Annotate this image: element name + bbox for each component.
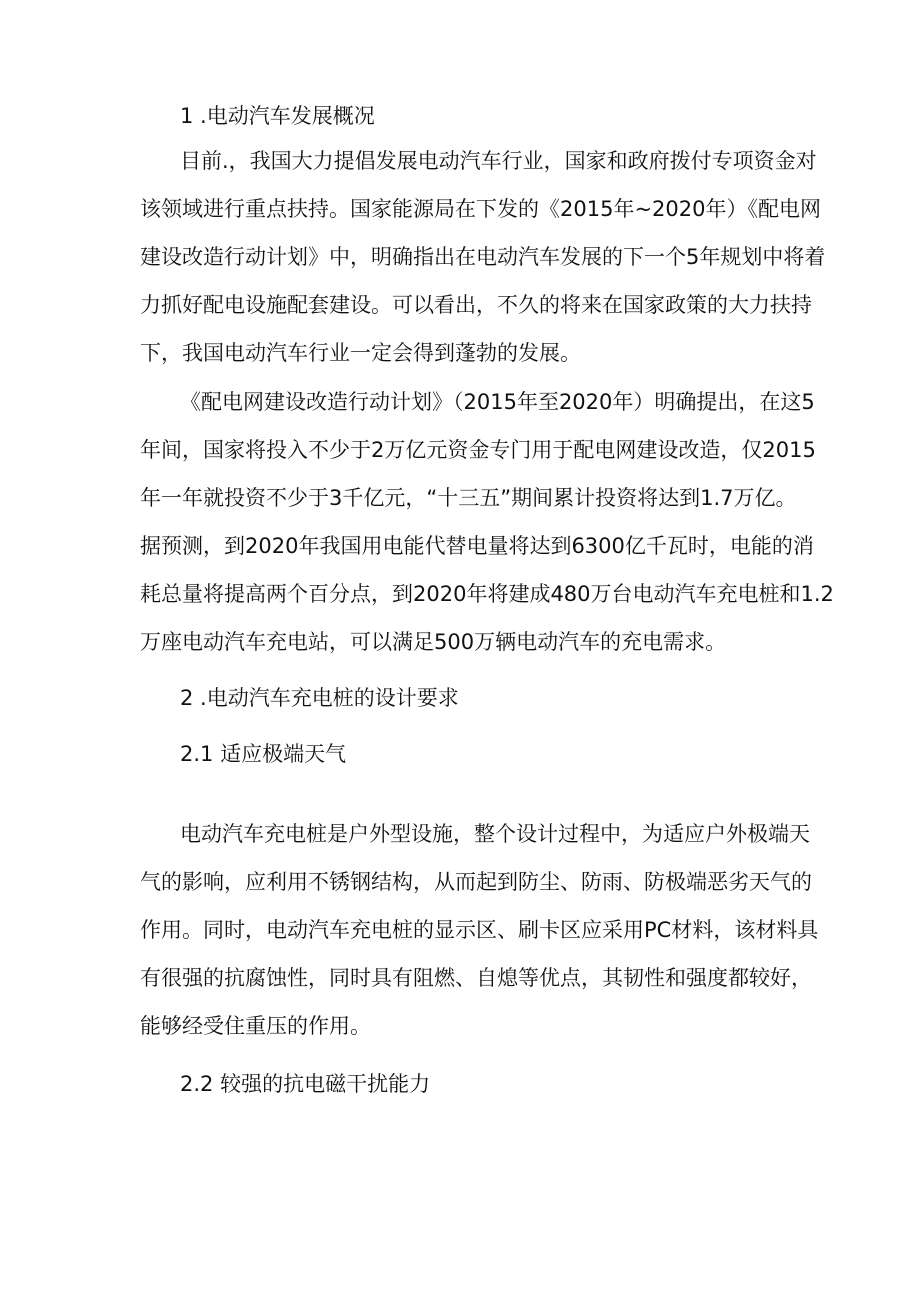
paragraph-line: 年一年就投资不少于3千亿元，“十三五”期间累计投资将达到1.7万亿。 [140,486,797,510]
paragraph-line: 力抓好配电设施配套建设。可以看出，不久的将来在国家政策的大力扶持 [140,293,812,317]
paragraph-line: 目前.，我国大力提倡发展电动汽车行业，国家和政府拨付专项资金对 [180,149,817,173]
section-heading-1: 1 .电动汽车发展概况 [180,104,375,128]
subsection-heading-2-2: 2.2 较强的抗电磁干扰能力 [180,1072,431,1096]
subsection-heading-2-1: 2.1 适应极端天气 [180,742,347,766]
paragraph-line: 《配电网建设改造行动计划》（2015年至2020年）明确提出，在这5 [180,390,815,414]
paragraph-line: 有很强的抗腐蚀性，同时具有阻燃、自熄等优点，其韧性和强度都较好， [140,966,812,990]
paragraph-line: 耗总量将提高两个百分点，到2020年将建成480万台电动汽车充电桩和1.2 [140,582,834,606]
paragraph-line: 作用。同时，电动汽车充电桩的显示区、刷卡区应采用PC材料，该材料具 [140,918,819,942]
paragraph-line: 气的影响，应利用不锈钢结构，从而起到防尘、防雨、防极端恶劣天气的 [140,870,812,894]
paragraph-line: 能够经受住重压的作用。 [140,1014,371,1038]
paragraph-line: 该领域进行重点扶持。国家能源局在下发的《2015年~2020年）《配电网 [140,197,821,221]
paragraph-line: 年间，国家将投入不少于2万亿元资金专门用于配电网建设改造，仅2015 [140,438,816,462]
paragraph-line: 建设改造行动计划》中，明确指出在电动汽车发展的下一个5年规划中将着 [140,245,826,269]
section-heading-2: 2 .电动汽车充电桩的设计要求 [180,686,459,710]
paragraph-line: 据预测，到2020年我国用电能代替电量将达到6300亿千瓦时，电能的消 [140,534,814,558]
paragraph-line: 下，我国电动汽车行业一定会得到蓬勃的发展。 [140,341,581,365]
paragraph-line: 万座电动汽车充电站，可以满足500万辆电动汽车的充电需求。 [140,630,727,654]
paragraph-line: 电动汽车充电桩是户外型设施，整个设计过程中，为适应户外极端天 [180,822,810,846]
